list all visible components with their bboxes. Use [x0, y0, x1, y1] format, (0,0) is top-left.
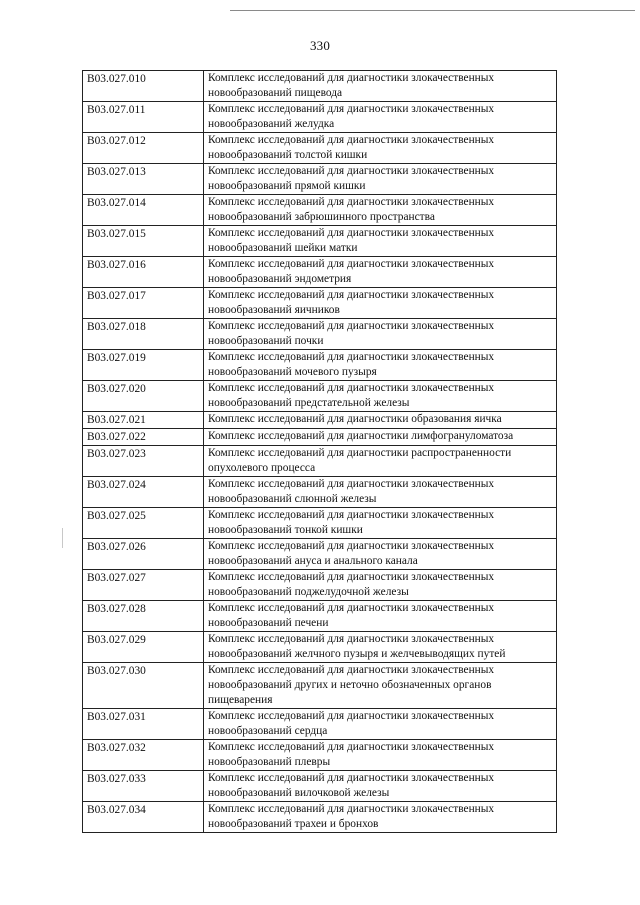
service-code-cell: B03.027.018: [83, 319, 204, 350]
table-row: [83, 632, 557, 663]
service-code-cell: B03.027.027: [83, 570, 204, 601]
service-code-cell: B03.027.016: [83, 257, 204, 288]
service-code-cell: B03.027.032: [83, 740, 204, 771]
service-description-cell: Комплекс исследований для диагностики образования яичка: [204, 412, 557, 429]
service-code-cell: B03.027.023: [83, 446, 204, 477]
service-code-cell: B03.027.015: [83, 226, 204, 257]
top-rule: [230, 10, 635, 11]
service-code-cell: B03.027.026: [83, 539, 204, 570]
table-row: [83, 412, 557, 429]
service-description-cell: Комплекс исследований для диагностики злокачественных новообразований тонкой кишки: [204, 508, 557, 539]
service-description-cell: Комплекс исследований для диагностики злокачественных новообразований толстой кишки: [204, 133, 557, 164]
service-description-cell: Комплекс исследований для диагностики распространенности опухолевого процесса: [204, 446, 557, 477]
table-row: [83, 350, 557, 381]
table-row: [83, 133, 557, 164]
table-row: [83, 477, 557, 508]
table-row: [83, 429, 557, 446]
service-code-cell: B03.027.029: [83, 632, 204, 663]
service-description-cell: Комплекс исследований для диагностики злокачественных новообразований пищевода: [204, 71, 557, 102]
service-description-cell: Комплекс исследований для диагностики злокачественных новообразований сердца: [204, 709, 557, 740]
service-description-cell: Комплекс исследований для диагностики злокачественных новообразований предстательной железы: [204, 381, 557, 412]
service-description-cell: Комплекс исследований для диагностики лимфогрануломатоза: [204, 429, 557, 446]
page-number: 330: [309, 38, 331, 53]
service-description-cell: Комплекс исследований для диагностики злокачественных новообразований поджелудочной железы: [204, 570, 557, 601]
table-row: [83, 508, 557, 539]
margin-mark: [62, 528, 63, 548]
table-row: [83, 381, 557, 412]
service-code-cell: B03.027.033: [83, 771, 204, 802]
services-table: [82, 70, 557, 833]
service-description-cell: Комплекс исследований для диагностики злокачественных новообразований печени: [204, 601, 557, 632]
service-description-cell: Комплекс исследований для диагностики злокачественных новообразований вилочковой железы: [204, 771, 557, 802]
service-description-cell: Комплекс исследований для диагностики злокачественных новообразований желчного пузыря и желчевыводящих путей: [204, 632, 557, 663]
service-code-cell: B03.027.014: [83, 195, 204, 226]
service-code-cell: B03.027.017: [83, 288, 204, 319]
table-row: [83, 740, 557, 771]
table-row: [83, 539, 557, 570]
service-description-cell: Комплекс исследований для диагностики злокачественных новообразований яичников: [204, 288, 557, 319]
table-row: [83, 771, 557, 802]
service-code-cell: B03.027.028: [83, 601, 204, 632]
services-table-body: [83, 71, 557, 833]
table-row: [83, 709, 557, 740]
service-code-cell: B03.027.012: [83, 133, 204, 164]
service-description-cell: Комплекс исследований для диагностики злокачественных новообразований трахеи и бронхов: [204, 802, 557, 833]
service-code-cell: B03.027.030: [83, 663, 204, 709]
service-description-cell: Комплекс исследований для диагностики злокачественных новообразований желудка: [204, 102, 557, 133]
table-row: [83, 446, 557, 477]
table-row: [83, 663, 557, 709]
service-code-cell: B03.027.031: [83, 709, 204, 740]
service-code-cell: B03.027.019: [83, 350, 204, 381]
service-description-cell: Комплекс исследований для диагностики злокачественных новообразований плевры: [204, 740, 557, 771]
service-code-cell: B03.027.022: [83, 429, 204, 446]
service-code-cell: B03.027.025: [83, 508, 204, 539]
service-description-cell: Комплекс исследований для диагностики злокачественных новообразований шейки матки: [204, 226, 557, 257]
table-row: [83, 195, 557, 226]
service-code-cell: B03.027.013: [83, 164, 204, 195]
service-description-cell: Комплекс исследований для диагностики злокачественных новообразований ануса и анального канала: [204, 539, 557, 570]
service-code-cell: B03.027.020: [83, 381, 204, 412]
service-code-cell: B03.027.011: [83, 102, 204, 133]
service-code-cell: B03.027.034: [83, 802, 204, 833]
service-description-cell: Комплекс исследований для диагностики злокачественных новообразований эндометрия: [204, 257, 557, 288]
service-code-cell: B03.027.024: [83, 477, 204, 508]
service-code-cell: B03.027.021: [83, 412, 204, 429]
table-row: [83, 164, 557, 195]
table-row: [83, 802, 557, 833]
table-row: [83, 288, 557, 319]
service-code-cell: B03.027.010: [83, 71, 204, 102]
table-row: [83, 226, 557, 257]
service-description-cell: Комплекс исследований для диагностики злокачественных новообразований прямой кишки: [204, 164, 557, 195]
table-row: [83, 71, 557, 102]
service-description-cell: Комплекс исследований для диагностики злокачественных новообразований почки: [204, 319, 557, 350]
service-description-cell: Комплекс исследований для диагностики злокачественных новообразований слюнной железы: [204, 477, 557, 508]
table-row: [83, 319, 557, 350]
table-row: [83, 102, 557, 133]
service-description-cell: Комплекс исследований для диагностики злокачественных новообразований мочевого пузыря: [204, 350, 557, 381]
table-row: [83, 257, 557, 288]
table-row: [83, 570, 557, 601]
service-description-cell: Комплекс исследований для диагностики злокачественных новообразований забрюшинного пространства: [204, 195, 557, 226]
service-description-cell: Комплекс исследований для диагностики злокачественных новообразований других и неточно обозначенных органов пищеварения: [204, 663, 557, 709]
table-row: [83, 601, 557, 632]
